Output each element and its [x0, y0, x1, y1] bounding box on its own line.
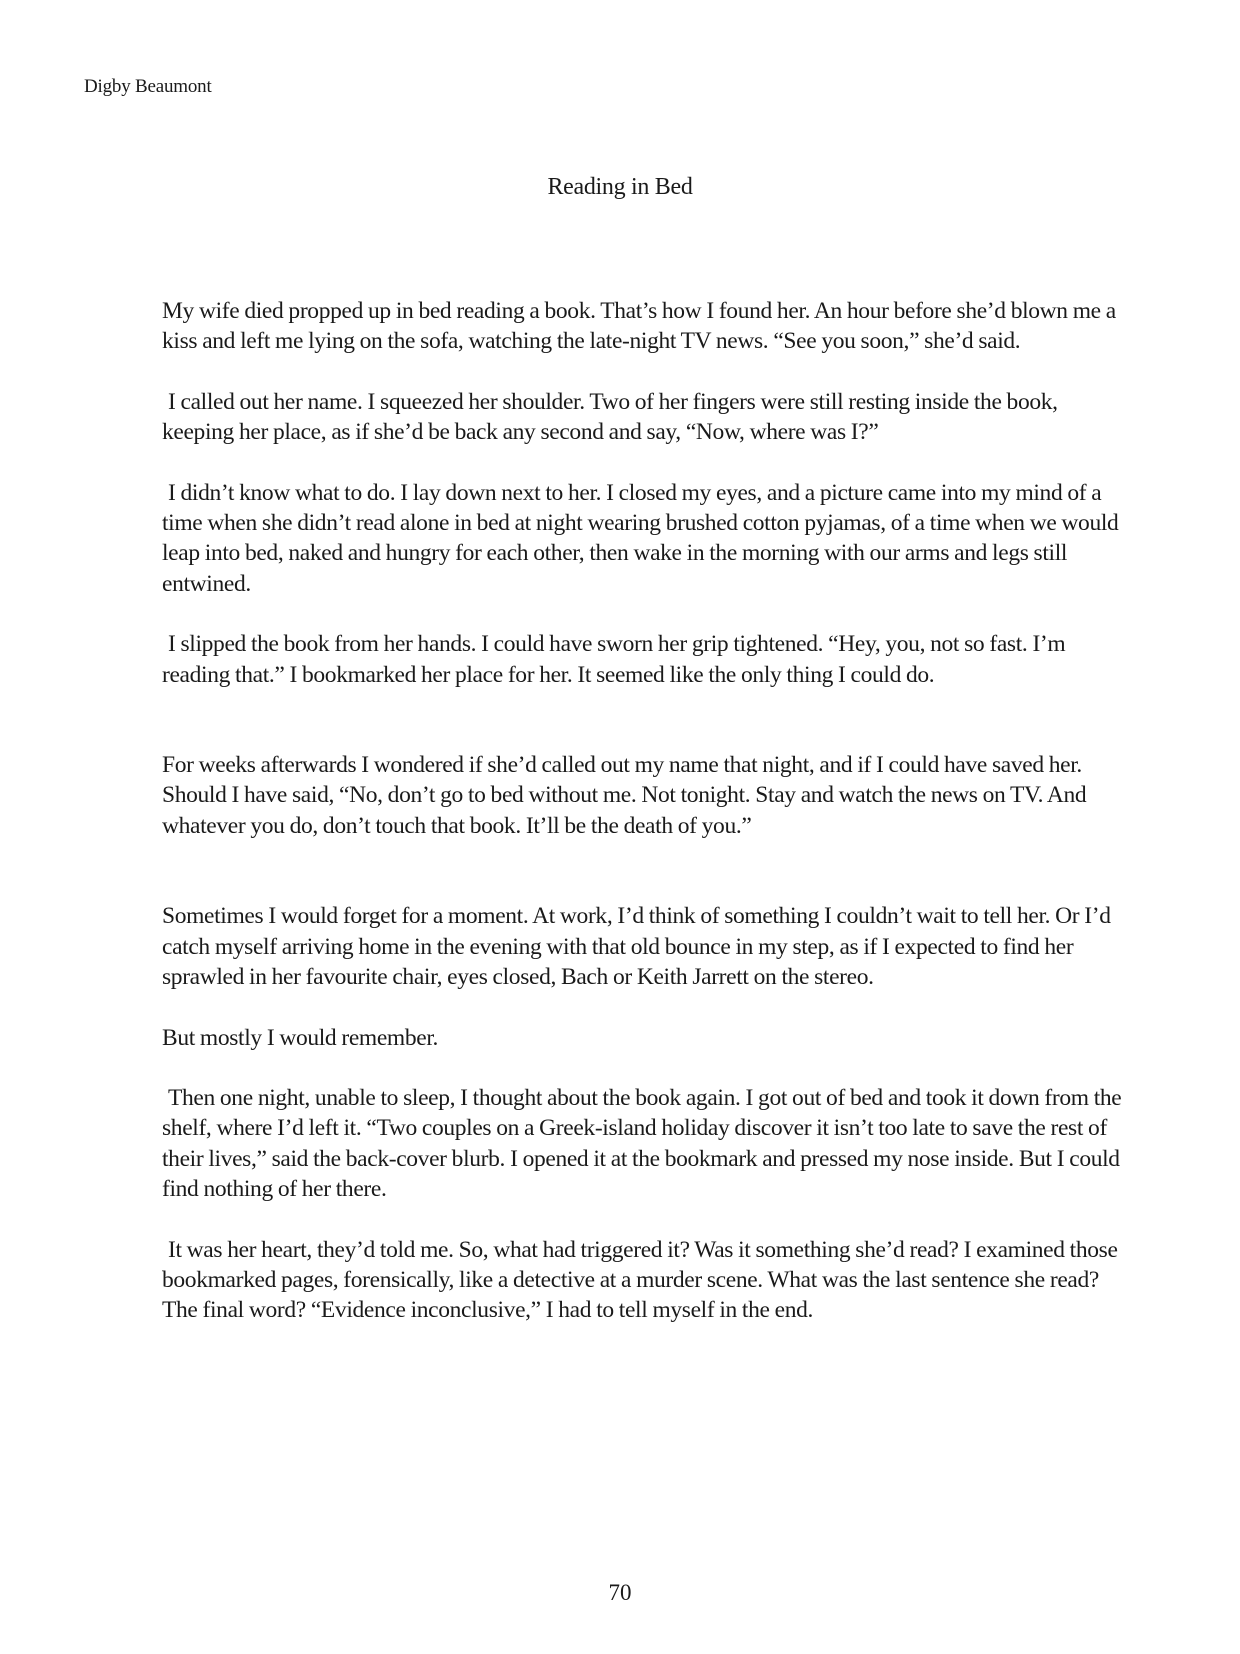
paragraph-4: I slipped the book from her hands. I could have sworn her grip tightened. “Hey, you, not so fast. I’m reading that.” I bookmarked her place for her. It seemed like the only thing I could do.: [162, 631, 1066, 688]
paragraph-7: But mostly I would remember.: [162, 1024, 439, 1051]
page-number: 70: [608, 1580, 632, 1605]
paragraph-3: I didn’t know what to do. I lay down next to her. I closed my eyes, and a picture came into my mind of a time when she didn’t read alone in bed at night wearing brushed cotton pyjamas, of a time when we would leap into bed, naked and hungry for each other, then wake in the morning with our arms and legs still entwined.: [162, 479, 1119, 597]
paragraph-6: Sometimes I would forget for a moment. At work, I’d think of something I couldn’t wait to tell her. Or I’d catch myself arriving home in the evening with that old bounce in my step, as if I expected to find her sprawled in her favourite chair, eyes closed, Bach or Keith Jarrett on the stereo.: [162, 903, 1111, 991]
paragraph-8: Then one night, unable to sleep, I thought about the book again. I got out of bed and took it down from the shelf, where I’d left it. “Two couples on a Greek-island holiday discover it isn’t too late to save the rest of their lives,” said the back-cover blurb. I opened it at the bookmark and pressed my nose inside. But I could find nothing of her there.: [162, 1084, 1122, 1203]
paragraph-2: I called out her name. I squeezed her shoulder. Two of her fingers were still resting inside the book, keeping her place, as if she’d be back any second and say, “Now, where was I?”: [162, 388, 1058, 446]
paragraph-1: My wife died propped up in bed reading a book. That’s how I found her. An hour before she’d blown me a kiss and left me lying on the sofa, watching the late-night TV news. “See you soon,” she’d said.: [162, 298, 1116, 355]
author-name: Digby Beaumont: [84, 76, 212, 97]
story-title: Reading in Bed: [547, 174, 693, 200]
story-body: [162, 296, 1122, 1356]
paragraph-5: For weeks afterwards I wondered if she’d called out my name that night, and if I could have saved her. Should I have said, “No, don’t go to bed without me. Not tonight. Stay and watch the news on TV. And whatever you do, don’t touch that book. It’ll be the death of you.”: [162, 752, 1087, 839]
paragraph-9: It was her heart, they’d told me. So, what had triggered it? Was it something she’d read? I examined those bookmarked pages, forensically, like a detective at a murder scene. What was the last sentence she read? The final word? “Evidence inconclusive,” I had to tell myself in the end.: [162, 1236, 1118, 1324]
